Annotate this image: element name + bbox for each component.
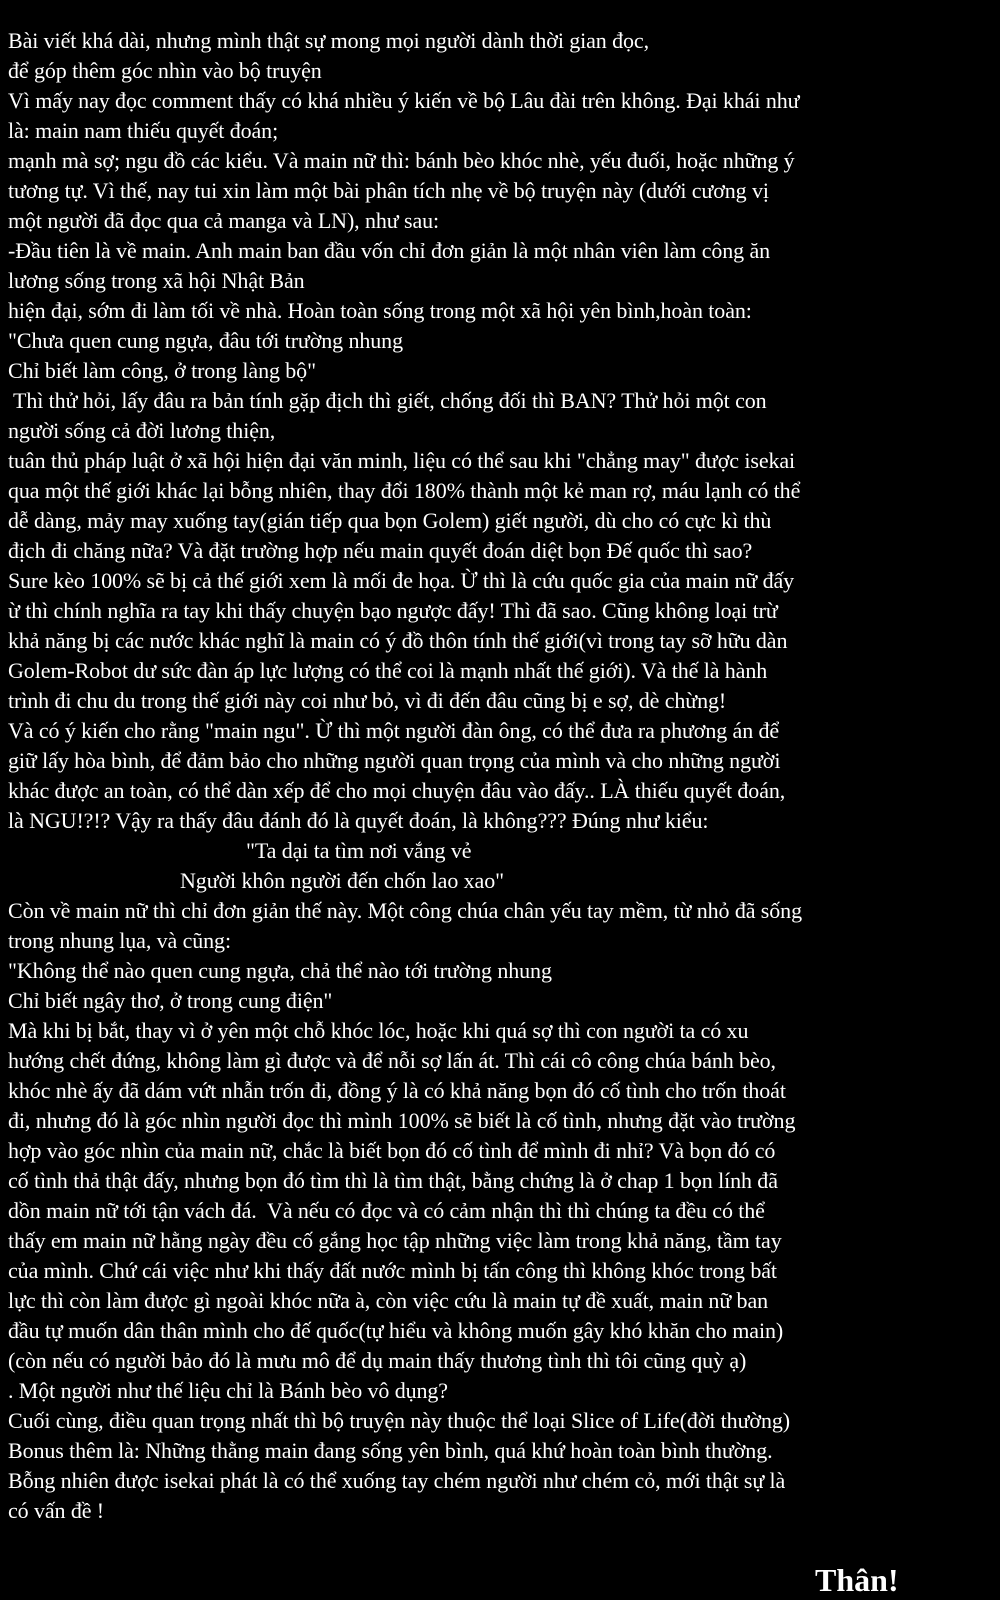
text-line: Bonus thêm là: Những thằng main đang sống yên bình, quá khứ hoàn toàn bình thường. [8,1438,773,1463]
text-line: Thì thử hỏi, lấy đâu ra bản tính gặp địch thì giết, chống đối thì BAN? Thử hỏi một con [8,388,767,413]
text-line: Còn về main nữ thì chỉ đơn giản thế này. Một công chúa chân yếu tay mềm, từ nhỏ đã sống [8,898,802,923]
text-line: của mình. Chứ cái việc như khi thấy đất nước mình bị tấn công thì không khóc trong bất [8,1258,777,1283]
text-line: cố tình thả thật đấy, nhưng bọn đó tìm thì là tìm thật, bằng chứng là ở chap 1 bọn lính đã [8,1168,778,1193]
text-line: một người đã đọc qua cả manga và LN), như sau: [8,208,440,233]
text-line: "Chưa quen cung ngựa, đâu tới trường nhung [8,328,403,353]
text-line: Mà khi bị bắt, thay vì ở yên một chỗ khóc lóc, hoặc khi quá sợ thì con người ta có xu [8,1018,749,1043]
text-line: lực thì còn làm được gì ngoài khóc nữa à, còn việc cứu là main tự đề xuất, main nữ ban [8,1288,769,1313]
text-line: trình đi chu du trong thế giới này coi như bỏ, vì đi đến đâu cũng bị e sợ, dè chừng! [8,688,727,713]
text-line: ừ thì chính nghĩa ra tay khi thấy chuyện bạo ngược đấy! Thì đã sao. Cũng không loại trừ [8,598,778,623]
text-line: Bài viết khá dài, nhưng mình thật sự mong mọi người dành thời gian đọc, [8,28,649,53]
text-line: . Một người như thế liệu chỉ là Bánh bèo vô dụng? [8,1378,448,1403]
text-line: là: main nam thiếu quyết đoán; [8,118,279,143]
text-line: hợp vào góc nhìn của main nữ, chắc là biết bọn đó cố tình để mình đi nhỉ? Và bọn đó có [8,1138,776,1163]
text-line: -Đầu tiên là về main. Anh main ban đầu vốn chỉ đơn giản là một nhân viên làm công ăn [8,238,771,263]
text-line: là NGU!?!? Vậy ra thấy đâu đánh đó là quyết đoán, là không??? Đúng như kiểu: [8,808,709,833]
text-line: Chỉ biết ngây thơ, ở trong cung điện" [8,988,333,1013]
text-line: "Không thể nào quen cung ngựa, chả thể nào tới trường nhung [8,958,552,983]
text-line: đầu tự muốn dân thân mình cho đế quốc(tự hiểu và không muốn gây khó khăn cho main) [8,1318,784,1343]
text-line: qua một thế giới khác lại bỗng nhiên, thay đổi 180% thành một kẻ man rợ, máu lạnh có thể [8,478,801,503]
text-line: Sure kèo 100% sẽ bị cả thế giới xem là mối đe họa. Ừ thì là cứu quốc gia của main nữ đấy [8,568,795,593]
text-line: tương tự. Vì thế, nay tui xin làm một bài phân tích nhẹ về bộ truyện này (dưới cương vị [8,178,769,203]
text-line [8,1526,996,1556]
text-line: tuân thủ pháp luật ở xã hội hiện đại văn minh, liệu có thể sau khi "chẳng may" được isekai [8,448,796,473]
text-line: để góp thêm góc nhìn vào bộ truyện [8,58,322,83]
poem-line: Người khôn người đến chốn lao xao" [180,868,504,893]
text-line: Vì mấy nay đọc comment thấy có khá nhiều ý kiến về bộ Lâu đài trên không. Đại khái như [8,88,800,113]
text-line: trong nhung lụa, và cũng: [8,928,231,953]
text-line: thấy em main nữ hằng ngày đều cố gắng học tập những việc làm trong khả năng, tầm tay [8,1228,782,1253]
text-line: khóc nhè ấy đã dám vứt nhẫn trốn đi, đồng ý là có khả năng bọn đó cố tình cho trốn thoát [8,1078,786,1103]
text-line: đi, nhưng đó là góc nhìn người đọc thì mình 100% sẽ biết là cố tình, nhưng đặt vào trường [8,1108,796,1133]
text-line: mạnh mà sợ; ngu đồ các kiểu. Và main nữ thì: bánh bèo khóc nhè, yếu đuối, hoặc những ý [8,148,795,173]
text-line: khả năng bị các nước khác nghĩ là main có ý đồ thôn tính thế giới(vì trong tay sỡ hữu dàn [8,628,788,653]
text-line: Chỉ biết làm công, ở trong làng bộ" [8,358,316,383]
text-line: hiện đại, sớm đi làm tối về nhà. Hoàn toàn sống trong một xã hội yên bình,hoàn toàn: [8,298,752,323]
text-line: hướng chết đứng, không làm gì được và để nỗi sợ lấn át. Thì cái cô công chúa bánh bèo, [8,1048,776,1073]
text-line: địch đi chăng nữa? Và đặt trường hợp nếu main quyết đoán diệt bọn Đế quốc thì sao? [8,538,753,563]
text-line: giữ lấy hòa bình, để đảm bảo cho những người quan trọng của mình và cho những người [8,748,781,773]
text-line: Bỗng nhiên được isekai phát là có thể xuống tay chém người như chém cỏ, mới thật sự là [8,1468,786,1493]
text-line: có vấn đề ! [8,1498,105,1523]
text-line: dồn main nữ tới tận vách đá. Và nếu có đọc và có cảm nhận thì thì chúng ta đều có thể [8,1198,765,1223]
text-line: lương sống trong xã hội Nhật Bản [8,268,305,293]
text-line: Golem-Robot dư sức đàn áp lực lượng có thể coi là mạnh nhất thế giới). Và thế là hành [8,658,768,683]
article-body [8,26,996,1556]
text-line: (còn nếu có người bảo đó là mưu mô để dụ main thấy thương tình thì tôi cũng quỳ ạ) [8,1348,747,1373]
text-line: người sống cả đời lương thiện, [8,418,276,443]
text-line: khác được an toàn, có thể dàn xếp để cho mọi chuyện đâu vào đấy.. LÀ thiếu quyết đoán, [8,778,786,803]
text-line: Cuối cùng, điều quan trọng nhất thì bộ truyện này thuộc thể loại Slice of Life(đời thường) [8,1408,790,1433]
signature: Thân! [815,1562,899,1598]
poem-line: "Ta dại ta tìm nơi vắng vẻ [246,838,472,863]
text-line: dễ dàng, mảy may xuống tay(gián tiếp qua bọn Golem) giết người, dù cho có cực kì thù [8,508,772,533]
text-line: Và có ý kiến cho rằng "main ngu". Ừ thì một người đàn ông, có thể đưa ra phương án để [8,718,780,743]
